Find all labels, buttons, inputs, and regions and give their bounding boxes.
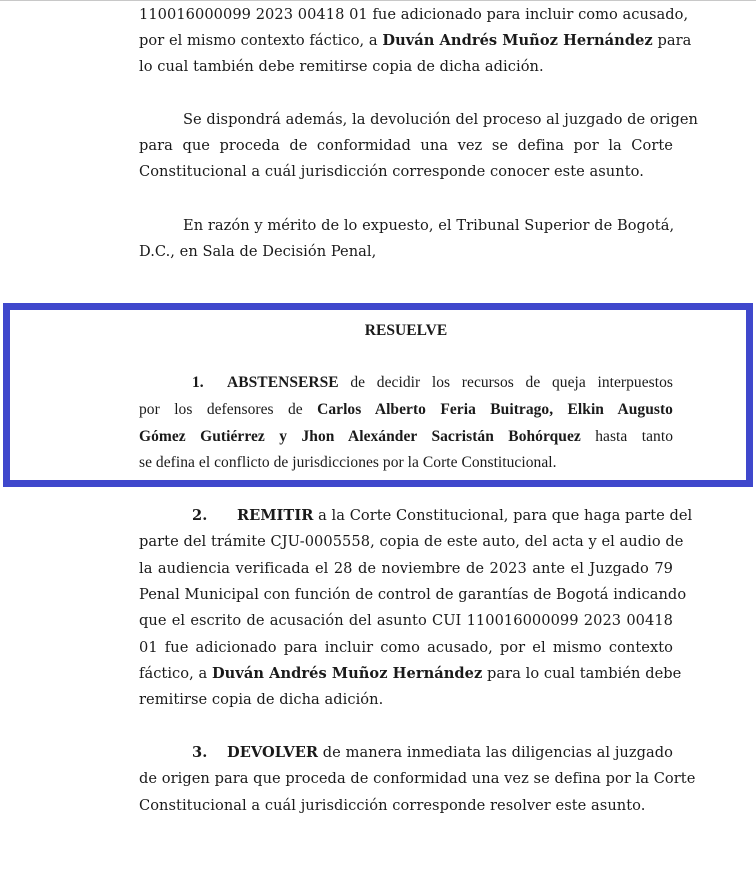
item1-line-2: por los defensores de Carlos Alberto Feria Buitrago, Elkin Augusto [139,401,673,418]
resuelve-heading: RESUELVE [364,322,448,339]
para-razon-line-2: D.C., en Sala de Decisión Penal, [139,243,377,260]
item2-line-8: remitirse copia de dicha adición. [139,691,384,708]
para-top-line-2: por el mismo contexto fáctico, a Duván Andrés Muñoz Hernández para [139,32,692,49]
item1-line-1: 1. ABSTENSERSE de decidir los recursos de queja interpuestos [139,370,673,396]
item3-verb: DEVOLVER [227,744,319,761]
item3-number: 3. [192,744,208,761]
item3-line-1: 3. DEVOLVER de manera inmediata las diligencias al juzgado [139,740,673,766]
item2-line-6: 01 fue adicionado para incluir como acusado, por el mismo contexto [139,639,673,656]
para-devolucion-line-2: para que proceda de conformidad una vez se defina por la Corte [139,137,673,154]
item1-number: 1. [192,374,204,391]
item3-line-3: Constitucional a cuál jurisdicción corresponde resolver este asunto. [139,797,646,814]
para-top-line-3: lo cual también debe remitirse copia de dicha adición. [139,58,544,75]
item3-line-2: de origen para que proceda de conformidad una vez se defina por la Corte [139,770,696,787]
para-razon-line-1: En razón y mérito de lo expuesto, el Tribunal Superior de Bogotá, [183,217,675,234]
para-top-line-1: 110016000099 2023 00418 01 fue adicionado para incluir como acusado, [139,6,689,23]
page-top-edge [0,0,756,1]
item2-line-2: parte del trámite CJU-0005558, copia de este auto, del acta y el audio de [139,533,684,550]
item1-line-4: se defina el conflicto de jurisdicciones por la Corte Constitucional. [139,454,557,471]
item1-line-3: Gómez Gutiérrez y Jhon Alexánder Sacristán Bohórquez hasta tanto [139,428,673,445]
accused-name: Duván Andrés Muñoz Hernández [382,32,653,49]
item2-line-1: 2. REMITIR a la Corte Constitucional, para que haga parte del [139,503,673,529]
para-devolucion-line-1: Se dispondrá además, la devolución del proceso al juzgado de origen [183,111,699,128]
item1-verb: ABSTENSERSE [227,374,339,391]
item2-line-3: la audiencia verificada el 28 de noviembre de 2023 ante el Juzgado 79 [139,560,673,577]
para-devolucion-line-3: Constitucional a cuál jurisdicción corresponde conocer este asunto. [139,163,644,180]
item2-line-7: fáctico, a Duván Andrés Muñoz Hernández para lo cual también debe [139,665,682,682]
item2-line-4: Penal Municipal con función de control de garantías de Bogotá indicando [139,586,687,603]
item2-line-5: que el escrito de acusación del asunto CUI 110016000099 2023 00418 [139,612,673,629]
item2-number: 2. [192,507,208,524]
item2-verb: REMITIR [237,507,314,524]
